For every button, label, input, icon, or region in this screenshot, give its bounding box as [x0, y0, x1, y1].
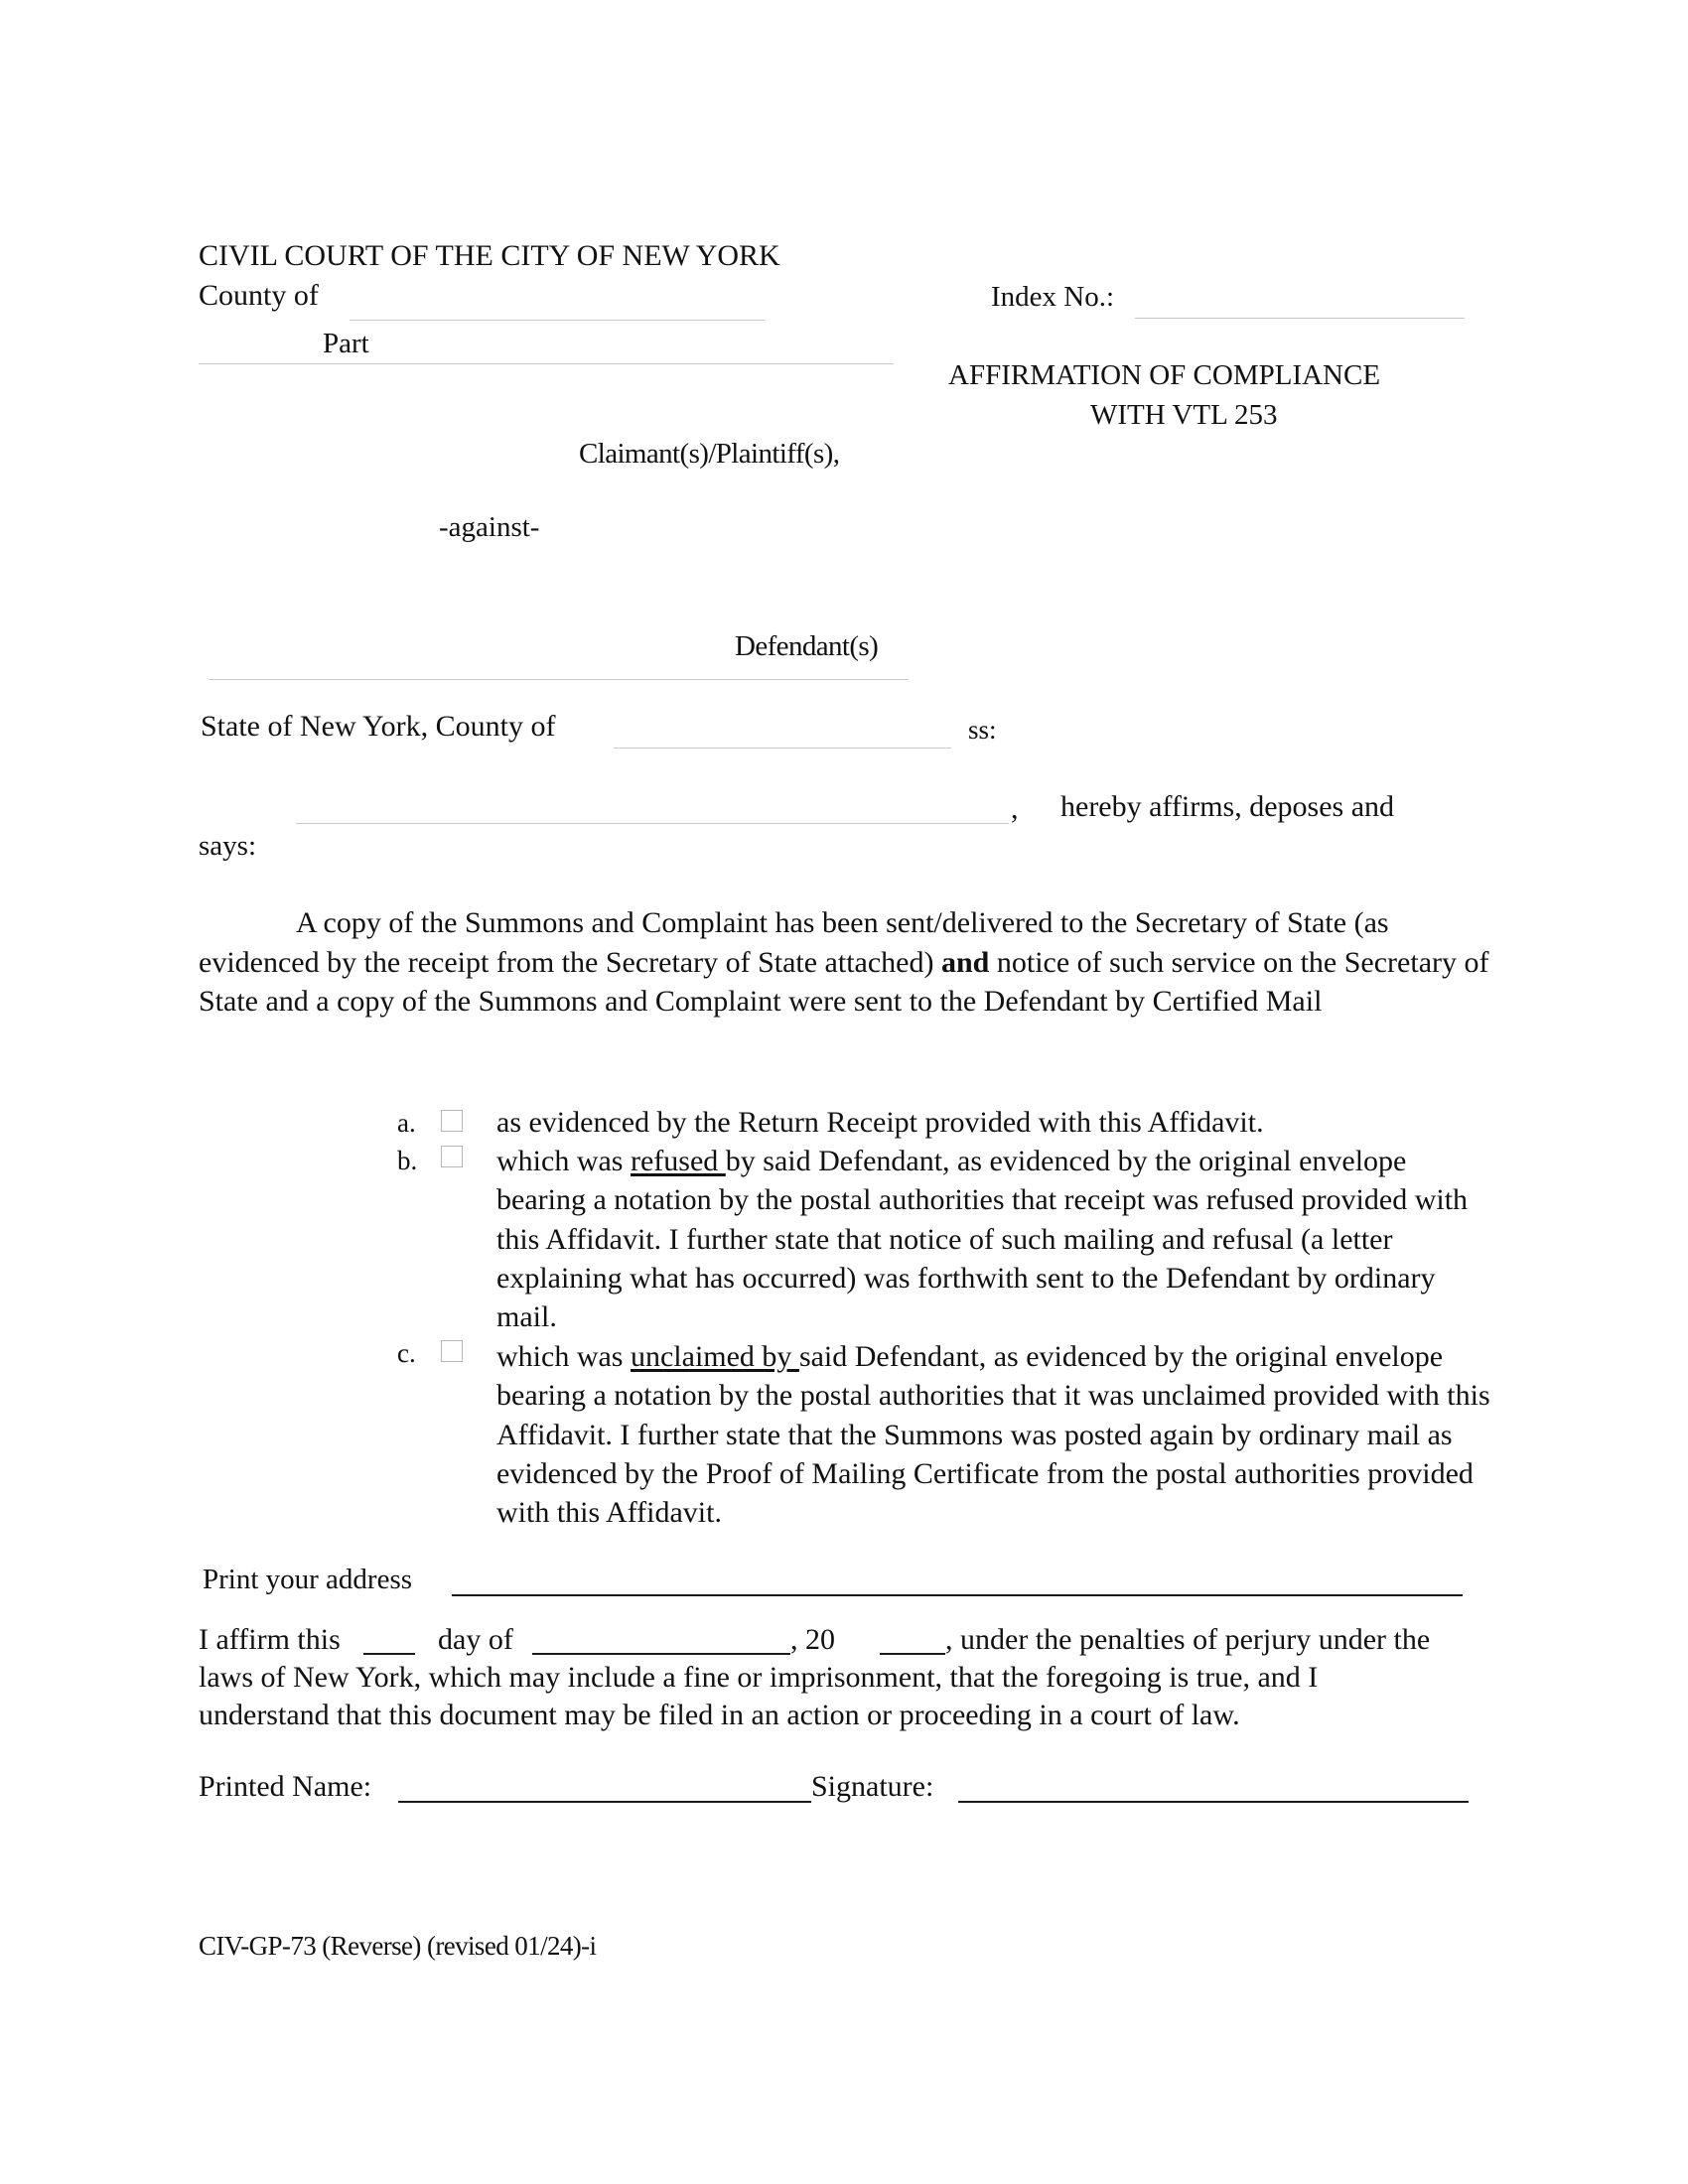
printed-name-field[interactable] — [398, 1801, 811, 1803]
option-a-text: as evidenced by the Return Receipt provided with this Affidavit. — [496, 1106, 1264, 1139]
option-b-text-pre: which was — [496, 1145, 631, 1177]
affirm-day-field[interactable] — [363, 1653, 415, 1655]
option-a-letter: a. — [397, 1108, 416, 1138]
service-paragraph-part2: notice of such service on the Secretary of State and a copy of the Summons and Complaint were sent to the Defendant by Certified Mail — [199, 945, 1489, 1018]
affirm-year-field[interactable] — [880, 1653, 945, 1655]
option-c-text-pre: which was — [496, 1340, 631, 1373]
option-c-checkbox[interactable] — [441, 1340, 463, 1362]
county-label: County of — [199, 279, 319, 312]
part-label: Part — [323, 328, 369, 359]
doc-title-line2: WITH VTL 253 — [1090, 399, 1278, 431]
claimant-label: Claimant(s)/Plaintiff(s), — [579, 438, 840, 470]
defendant-name-field[interactable] — [209, 679, 909, 680]
part-field[interactable] — [199, 363, 894, 364]
doc-title-line1: AFFIRMATION OF COMPLIANCE — [948, 359, 1381, 391]
affirm-text-1: I affirm this — [199, 1623, 341, 1656]
address-label: Print your address — [203, 1564, 413, 1595]
option-c-text-post: said Defendant, as evidenced by the original envelope bearing a notation by the postal authorities that it was unclaimed provided with this Affidavit. I further state that the Summons was posted again by ordinary mail as evidenced by the Proof of Mailing Certificate from the postal authorities provided with this Affidavit. — [496, 1340, 1490, 1530]
against-label: -against- — [439, 511, 540, 543]
option-c-letter: c. — [397, 1338, 416, 1368]
affirm-text-4: , under the penalties of perjury under the — [945, 1623, 1431, 1656]
service-paragraph-part1: A copy of the Summons and Complaint has been sent/delivered to the Secretary of State (as evidenced by the receipt from the Secretary of State attached) — [199, 906, 1389, 979]
court-title: CIVIL COURT OF THE CITY OF NEW YORK — [199, 239, 780, 272]
option-b-underlined: refused — [630, 1145, 726, 1177]
county-field[interactable] — [350, 320, 765, 321]
form-id: CIV-GP-73 (Reverse) (revised 01/24)-i — [199, 1931, 597, 1961]
signature-field[interactable] — [958, 1801, 1469, 1803]
affirms-text: hereby affirms, deposes and — [1060, 790, 1395, 823]
option-b-text-post: by said Defendant, as evidenced by the original envelope bearing a notation by the postal authorities that receipt was refused provided with this Affidavit. I further state that notice of such mailing and refusal (a letter explaining what has occurred) was forthwith sent to the Defendant by ordinary mail. — [496, 1145, 1469, 1334]
option-b-text — [496, 1142, 1499, 1336]
index-label: Index No.: — [991, 281, 1115, 313]
option-c-text — [496, 1337, 1499, 1532]
venue-county-field[interactable] — [614, 748, 951, 749]
affiant-name-field[interactable] — [296, 823, 1009, 824]
ss-label: ss: — [968, 715, 997, 745]
says-text: says: — [199, 830, 256, 862]
affirm-line-2: laws of New York, which may include a fine or imprisonment, that the foregoing is true, and I — [199, 1661, 1319, 1694]
affirm-text-2: day of — [438, 1623, 513, 1656]
option-b-checkbox[interactable] — [441, 1146, 463, 1167]
venue-state-label: State of New York, County of — [201, 710, 556, 743]
affiant-comma: , — [1011, 792, 1019, 825]
signature-label: Signature: — [811, 1770, 934, 1803]
option-c-underlined: unclaimed by — [630, 1340, 799, 1373]
service-paragraph-bold: and — [940, 945, 990, 979]
affirm-line-3: understand that this document may be filed in an action or proceeding in a court of law. — [199, 1699, 1240, 1731]
defendant-label: Defendant(s) — [735, 630, 879, 662]
service-paragraph — [199, 903, 1489, 1022]
index-number-field[interactable] — [1135, 318, 1465, 319]
printed-name-label: Printed Name: — [199, 1770, 372, 1803]
affirm-text-3: , 20 — [790, 1623, 835, 1656]
option-a-checkbox[interactable] — [441, 1110, 463, 1132]
affirm-month-field[interactable] — [532, 1653, 790, 1655]
address-field[interactable] — [452, 1594, 1463, 1596]
option-b-letter: b. — [397, 1146, 418, 1175]
